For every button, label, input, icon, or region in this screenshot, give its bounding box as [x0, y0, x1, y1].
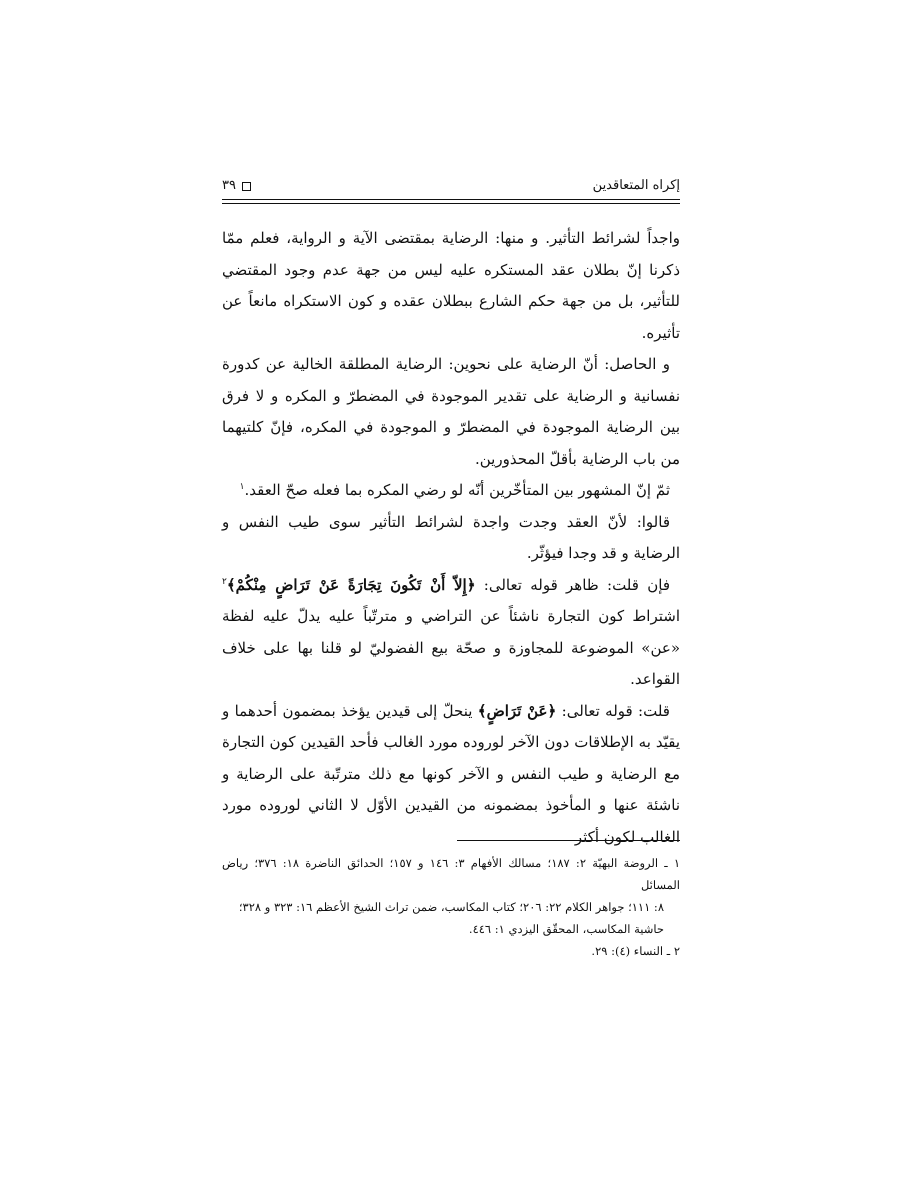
footnote-1-line-3: حاشية المكاسب، المحقّق اليزدي ١: ٤٤٦.	[468, 922, 664, 936]
paragraph-2: و الحاصل: أنّ الرضاية على نحوين: الرضاية المطلقة الخالية عن كدورة نفسانية و الرضاية على تقدير الموجودة في المضطرّ و المكره و لا فرق بين الرضاية الموجودة في المضطرّ و الموجودة في المكره، فإنّ كلتيهما من باب الرضاية بأقلّ المحذورين.	[222, 355, 680, 468]
footnote-ref-1: ١	[239, 482, 245, 492]
paragraph-5-rest: اشتراط كون التجارة ناشئاً عن التراضي و مترتّباً عليه يدلّ عليه لفظة «عن» الموضوعة للمجاوزة و صحّة بيع الفضوليّ لو قلنا بها على خلاف القواعد.	[222, 607, 680, 688]
paragraph-3	[222, 475, 680, 507]
page-number: ٣٩	[222, 178, 236, 193]
running-title: إكراه المتعاقدين	[592, 178, 680, 193]
main-text	[222, 223, 680, 853]
footnote-separator	[457, 840, 680, 841]
quran-verse-2: ﴿عَنْ تَرَاضٍ﴾	[477, 701, 557, 720]
paragraph-4: قالوا: لأنّ العقد وجدت واجدة لشرائط التأثير سوى طيب النفس و الرضاية و قد وجدا فيؤثّر.	[222, 512, 680, 562]
page-number-group	[222, 176, 251, 196]
page-header	[222, 176, 680, 198]
footnote-ref-2: ٢	[222, 576, 227, 587]
square-icon	[242, 182, 251, 191]
paragraph-5-lead: فإن قلت: ظاهر قوله تعالى:	[475, 575, 670, 594]
footnote-2: ٢ ـ النساء (٤): ٢٩.	[591, 944, 680, 958]
header-rule-thin	[222, 203, 680, 204]
paragraph-3-text: ثمّ إنّ المشهور بين المتأخّرين أنّه لو رضي المكره بما فعله صحّ العقد.	[244, 481, 670, 499]
quran-verse-1: ﴿إِلاّ أَنْ تَكُونَ تِجَارَةً عَنْ تَرَاضٍ مِنْكُمْ﴾	[226, 575, 476, 594]
footnotes	[222, 852, 680, 962]
paragraph-6-rest: ينحلّ إلى قيدين يؤخذ بمضمون أحدهما و يقيّد به الإطلاقات دون الآخر لوروده مورد الغالب فأحد القيدين كون التجارة مع الرضاية و طيب النفس و الآخر كونها مع ذلك مترتّبة على الرضاية و ناشئة عنها و المأخوذ بمضمونه من القيدين الأوّل لا الثاني لوروده مورد الغالب لكون أكثر	[222, 701, 680, 846]
header-rule-thick	[222, 199, 680, 200]
footnote-1-line-1: ١ ـ الروضة البهيّة ٢: ١٨٧؛ مسالك الأفهام ٣: ١٤٦ و ١٥٧؛ الحدائق الناضرة ١٨: ٣٧٦؛ رياض المسائل	[222, 856, 681, 892]
paragraph-6-lead: قلت: قوله تعالى:	[556, 701, 670, 720]
paragraph-1: واجداً لشرائط التأثير. و منها: الرضاية بمقتضى الآية و الرواية، فعلم ممّا ذكرنا إنّ بطلان عقد المستكره عليه ليس من جهة عدم وجود المقتضي للتأثير، بل من جهة حكم الشارع ببطلان عقده و كون الاستكراه مانعاً عن تأثيره.	[222, 229, 680, 342]
paragraph-6	[222, 696, 680, 854]
paragraph-5	[222, 570, 680, 696]
footnote-1-line-2: ٨: ١١١؛ جواهر الكلام ٢٢: ٢٠٦؛ كتاب المكاسب، ضمن تراث الشيخ الأعظم ١٦: ٣٢٣ و ٣٢٨؛	[238, 900, 664, 914]
